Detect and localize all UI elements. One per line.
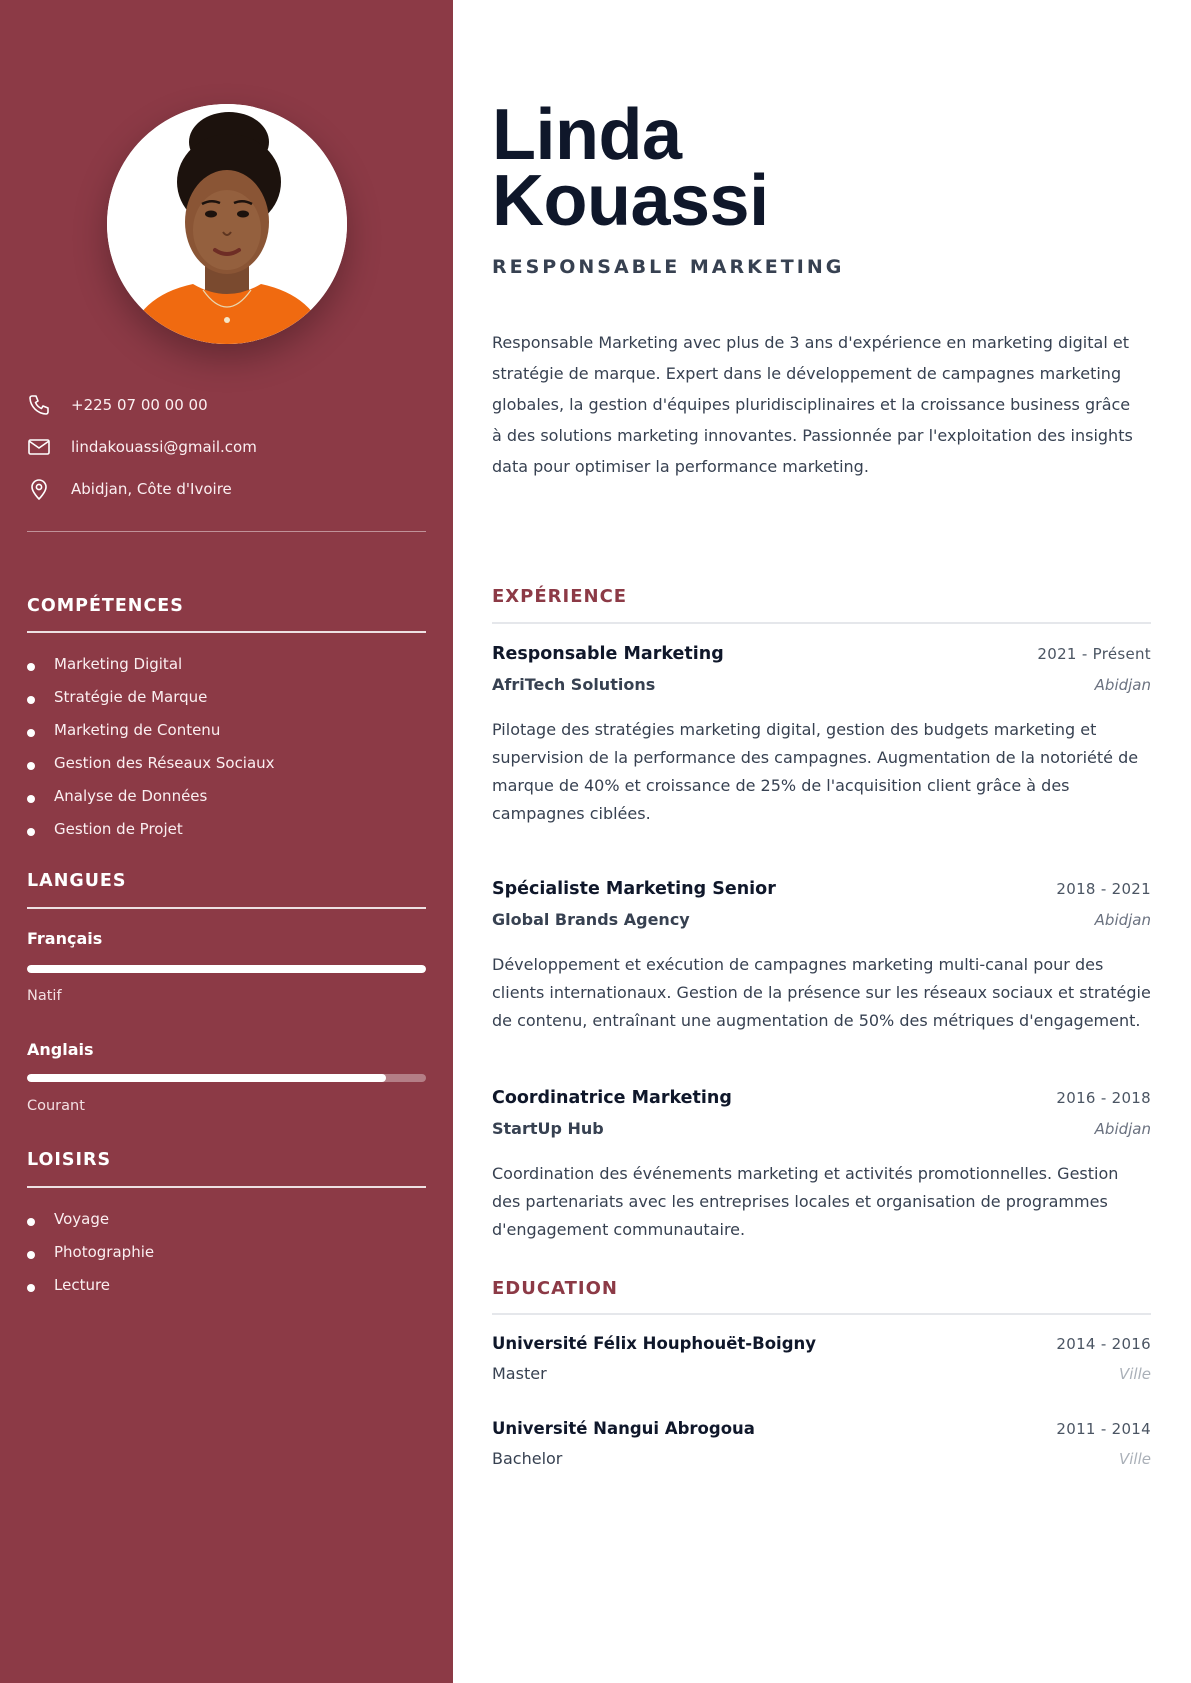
- skill-item: Marketing de Contenu: [27, 713, 426, 746]
- skill-item: Gestion de Projet: [27, 812, 426, 845]
- job-role: RESPONSABLE MARKETING: [492, 256, 845, 278]
- skill-item: Gestion des Réseaux Sociaux: [27, 746, 426, 779]
- phone-icon: [27, 393, 51, 417]
- profile-summary: Responsable Marketing avec plus de 3 ans d'expérience en marketing digital et stratégie de marque. Expert dans le développement de campagnes marketing globales, la gestion d'équipes pluridisciplinaires et la croissance business grâce à des solutions marketing innovantes. Passionnée par l'exploitation des insights data pour optimiser la performance marketing.: [492, 333, 1133, 476]
- language-level: Natif: [27, 988, 62, 1004]
- job-description: Développement et exécution de campagnes marketing multi-canal pour des clients internationaux. Gestion de la présence sur les réseaux sociaux et stratégie de contenu, entraînant une augmentation de 50% des métriques d'engagement.: [492, 955, 1151, 1030]
- email-text: lindakouassi@gmail.com: [71, 438, 257, 456]
- hobbies-title: LOISIRS: [27, 1150, 112, 1170]
- main-content: [453, 0, 1191, 1683]
- language-name: Français: [27, 929, 103, 948]
- location-text: Abidjan, Côte d'Ivoire: [71, 480, 232, 498]
- location-pin-icon: [27, 477, 51, 501]
- experience-entry: [492, 879, 1151, 1035]
- language-level-fill: [27, 1074, 386, 1082]
- first-name: Linda: [492, 95, 682, 175]
- hobby-item: Voyage: [27, 1202, 426, 1235]
- languages-rule: [27, 907, 426, 909]
- job-dates: 2016 - 2018: [1056, 1089, 1151, 1107]
- experience-entry: [492, 1088, 1151, 1244]
- hobbies-rule: [27, 1186, 426, 1188]
- job-description: Pilotage des stratégies marketing digital, gestion des budgets marketing et supervision de la performance des campagnes. Augmentation de la notoriété de marque de 40% et croissance de 25% de l'acquisition client grâce à des campagnes ciblées.: [492, 720, 1139, 823]
- school-name: Université Nangui Abrogoua: [492, 1419, 755, 1438]
- skills-title: COMPÉTENCES: [27, 596, 184, 616]
- language-level-fill: [27, 965, 426, 973]
- education-location: Ville: [1119, 1450, 1151, 1468]
- bullet-dot: [27, 762, 35, 770]
- school-name: Université Félix Houphouët-Boigny: [492, 1334, 817, 1353]
- education-title: EDUCATION: [492, 1278, 618, 1299]
- hobby-item: Photographie: [27, 1235, 426, 1268]
- bullet-dot: [27, 828, 35, 836]
- job-dates: 2021 - Présent: [1037, 645, 1151, 663]
- contact-divider: [27, 531, 426, 532]
- languages-title: LANGUES: [27, 871, 127, 891]
- contact-location: [27, 468, 426, 510]
- degree: Master: [492, 1364, 547, 1383]
- full-name: [492, 95, 1152, 241]
- bullet-dot: [27, 696, 35, 704]
- bullet-dot: [27, 1284, 35, 1292]
- skill-item: Analyse de Données: [27, 779, 426, 812]
- skill-item: Stratégie de Marque: [27, 680, 426, 713]
- education-dates: 2011 - 2014: [1056, 1420, 1151, 1438]
- company-name: Global Brands Agency: [492, 910, 690, 929]
- hobbies-list: [27, 1202, 426, 1301]
- education-dates: 2014 - 2016: [1056, 1335, 1151, 1353]
- job-dates: 2018 - 2021: [1056, 880, 1151, 898]
- education-location: Ville: [1119, 1365, 1151, 1383]
- bullet-dot: [27, 1218, 35, 1226]
- education-rule: [492, 1313, 1151, 1315]
- job-title: Coordinatrice Marketing: [492, 1088, 732, 1108]
- language-level: Courant: [27, 1098, 85, 1114]
- phone-text: +225 07 00 00 00: [71, 396, 208, 414]
- skills-rule: [27, 631, 426, 633]
- language-level-bar: [27, 965, 426, 973]
- job-location: Abidjan: [1094, 911, 1151, 929]
- bullet-dot: [27, 795, 35, 803]
- profile-photo: [107, 104, 347, 344]
- bullet-dot: [27, 1251, 35, 1259]
- language-name: Anglais: [27, 1040, 94, 1059]
- contact-email[interactable]: [27, 426, 426, 468]
- experience-entry: [492, 644, 1151, 828]
- skills-list: [27, 647, 426, 845]
- contact-phone[interactable]: [27, 384, 426, 426]
- last-name: Kouassi: [492, 161, 769, 241]
- bullet-dot: [27, 663, 35, 671]
- contact-list: [27, 384, 426, 510]
- mail-icon: [27, 435, 51, 459]
- company-name: AfriTech Solutions: [492, 675, 656, 694]
- sidebar: [0, 0, 453, 1683]
- company-name: StartUp Hub: [492, 1119, 604, 1138]
- education-entry: [492, 1419, 1151, 1468]
- education-entry: [492, 1334, 1151, 1383]
- experience-rule: [492, 622, 1151, 624]
- job-title: Responsable Marketing: [492, 644, 724, 664]
- job-location: Abidjan: [1094, 676, 1151, 694]
- skill-item: Marketing Digital: [27, 647, 426, 680]
- job-title: Spécialiste Marketing Senior: [492, 879, 776, 899]
- job-location: Abidjan: [1094, 1120, 1151, 1138]
- language-level-bar: [27, 1074, 426, 1082]
- hobby-item: Lecture: [27, 1268, 426, 1301]
- bullet-dot: [27, 729, 35, 737]
- job-description: Coordination des événements marketing et activités promotionnelles. Gestion des partenariats avec les entreprises locales et organisation de programmes d'engagement communautaire.: [492, 1164, 1119, 1239]
- experience-title: EXPÉRIENCE: [492, 586, 628, 607]
- degree: Bachelor: [492, 1449, 563, 1468]
